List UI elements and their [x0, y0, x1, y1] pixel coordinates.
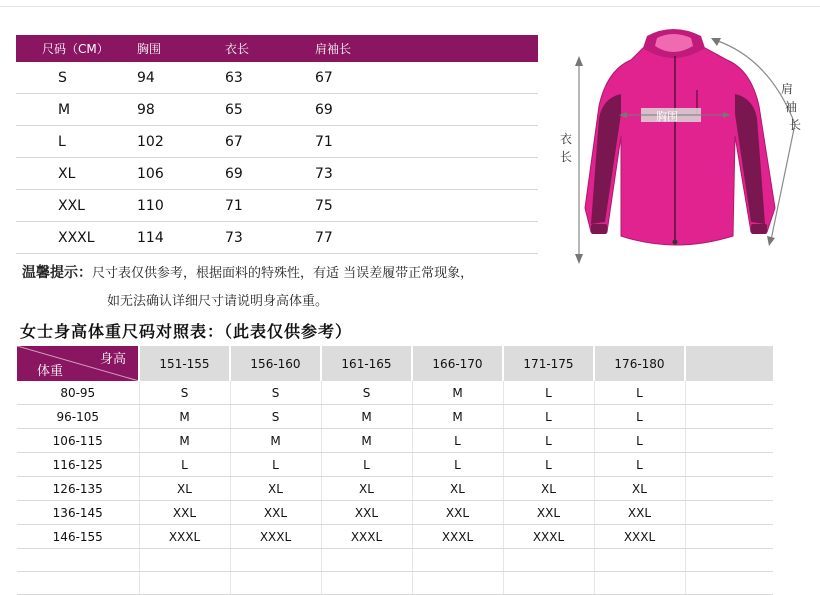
weight-cell: 116-125 — [17, 453, 139, 477]
blank-row — [17, 572, 773, 595]
size-cell: XXL — [16, 190, 137, 222]
size-value-cell: M — [139, 405, 230, 429]
length-cell: 73 — [225, 222, 315, 254]
jacket-illustration — [555, 18, 815, 268]
table-row — [16, 94, 538, 126]
size-value-cell: L — [503, 429, 594, 453]
size-value-cell: M — [139, 429, 230, 453]
length-label-2: 长 — [560, 150, 573, 164]
chest-cell: 114 — [137, 222, 225, 254]
blank-cell — [412, 572, 503, 595]
length-cell: 63 — [225, 62, 315, 94]
blank-cell — [594, 549, 685, 572]
size-value-cell: L — [503, 381, 594, 405]
chest-cell: 98 — [137, 94, 225, 126]
table-row — [17, 405, 773, 429]
table-row — [17, 381, 773, 405]
size-value-cell: XXXL — [139, 525, 230, 549]
weight-cell: 136-145 — [17, 501, 139, 525]
table-row — [17, 453, 773, 477]
corner-height-label: 身高 — [99, 352, 126, 367]
sleeve-label-1: 肩 — [781, 82, 794, 96]
sleeve-cell: 73 — [315, 158, 538, 190]
size-value-cell: L — [321, 453, 412, 477]
size-cell: L — [16, 126, 137, 158]
blank-cell — [139, 572, 230, 595]
size-value-cell: XL — [321, 477, 412, 501]
size-value-cell — [685, 525, 773, 549]
length-cell: 71 — [225, 190, 315, 222]
size-value-cell: XXXL — [503, 525, 594, 549]
blank-cell — [685, 572, 773, 595]
length-label-1: 衣 — [560, 132, 573, 146]
height-weight-table — [17, 346, 773, 595]
size-header-chest: 胸围 — [137, 35, 225, 62]
size-value-cell: L — [412, 429, 503, 453]
corner-weight-label: 体重 — [37, 364, 64, 379]
size-value-cell — [685, 405, 773, 429]
height-header — [685, 346, 773, 381]
length-cell: 65 — [225, 94, 315, 126]
length-cell: 67 — [225, 126, 315, 158]
size-value-cell: S — [230, 405, 321, 429]
blank-cell — [321, 572, 412, 595]
size-value-cell: L — [594, 405, 685, 429]
chest-cell: 102 — [137, 126, 225, 158]
size-value-cell: XXL — [503, 501, 594, 525]
table-row — [17, 525, 773, 549]
table-row — [17, 501, 773, 525]
size-value-cell: M — [230, 429, 321, 453]
table-row — [16, 126, 538, 158]
size-value-cell: L — [503, 405, 594, 429]
blank-cell — [230, 572, 321, 595]
size-value-cell: XXL — [230, 501, 321, 525]
tip-text-2: 如无法确认详细尺寸请说明身高体重。 — [107, 294, 329, 309]
size-value-cell: S — [230, 381, 321, 405]
size-value-cell: L — [503, 453, 594, 477]
hw-table-header — [17, 346, 773, 381]
size-value-cell: L — [230, 453, 321, 477]
size-value-cell: S — [321, 381, 412, 405]
size-value-cell: L — [594, 429, 685, 453]
size-value-cell: XXXL — [230, 525, 321, 549]
sleeve-cell: 71 — [315, 126, 538, 158]
table-row — [16, 222, 538, 254]
size-value-cell: XXXL — [594, 525, 685, 549]
size-value-cell — [685, 453, 773, 477]
blank-cell — [503, 549, 594, 572]
chest-cell: 106 — [137, 158, 225, 190]
top-divider — [0, 6, 820, 7]
blank-cell — [412, 549, 503, 572]
weight-cell: 106-115 — [17, 429, 139, 453]
size-value-cell — [685, 477, 773, 501]
size-value-cell: XL — [594, 477, 685, 501]
blank-cell — [17, 549, 139, 572]
size-value-cell — [685, 429, 773, 453]
sleeve-cell: 77 — [315, 222, 538, 254]
size-cell: XXXL — [16, 222, 137, 254]
height-header: 156-160 — [230, 346, 321, 381]
height-header: 166-170 — [412, 346, 503, 381]
hw-table-title: 女士身高体重尺码对照表：（此表仅供参考） — [20, 322, 353, 341]
chest-cell: 94 — [137, 62, 225, 94]
size-value-cell: XL — [412, 477, 503, 501]
chest-cell: 110 — [137, 190, 225, 222]
size-value-cell: M — [412, 381, 503, 405]
size-value-cell: M — [321, 429, 412, 453]
sleeve-label-3: 长 — [789, 118, 802, 132]
sleeve-cell: 67 — [315, 62, 538, 94]
height-header: 151-155 — [139, 346, 230, 381]
height-header: 161-165 — [321, 346, 412, 381]
hw-corner-cell — [17, 346, 139, 381]
blank-cell — [321, 549, 412, 572]
table-row — [17, 477, 773, 501]
size-value-cell: XL — [503, 477, 594, 501]
size-value-cell: L — [139, 453, 230, 477]
size-value-cell: M — [412, 405, 503, 429]
size-table — [16, 35, 538, 254]
size-value-cell: L — [412, 453, 503, 477]
size-value-cell — [685, 381, 773, 405]
jacket-diagram — [555, 18, 815, 268]
blank-cell — [503, 572, 594, 595]
blank-cell — [594, 572, 685, 595]
size-cell: XL — [16, 158, 137, 190]
blank-cell — [139, 549, 230, 572]
table-row — [16, 190, 538, 222]
size-header-sleeve: 肩袖长 — [315, 35, 538, 62]
size-cell: M — [16, 94, 137, 126]
size-cell: S — [16, 62, 137, 94]
size-table-header — [16, 35, 538, 62]
tip-label: 温馨提示： — [22, 265, 92, 281]
weight-cell: 96-105 — [17, 405, 139, 429]
size-value-cell: XXL — [412, 501, 503, 525]
weight-cell: 126-135 — [17, 477, 139, 501]
size-value-cell — [685, 501, 773, 525]
table-row — [17, 429, 773, 453]
size-value-cell: XL — [230, 477, 321, 501]
size-header-length: 衣长 — [225, 35, 315, 62]
sleeve-cell: 75 — [315, 190, 538, 222]
blank-cell — [17, 572, 139, 595]
size-value-cell: M — [321, 405, 412, 429]
size-value-cell: XXL — [321, 501, 412, 525]
size-value-cell: XXXL — [321, 525, 412, 549]
size-value-cell: XL — [139, 477, 230, 501]
blank-row — [17, 549, 773, 572]
sleeve-label-2: 袖 — [785, 100, 798, 114]
table-row — [16, 158, 538, 190]
size-value-cell: L — [594, 381, 685, 405]
size-value-cell: XXL — [594, 501, 685, 525]
size-value-cell: XXXL — [412, 525, 503, 549]
weight-cell: 80-95 — [17, 381, 139, 405]
tip-note — [22, 262, 473, 282]
sleeve-cell: 69 — [315, 94, 538, 126]
height-header: 176-180 — [594, 346, 685, 381]
size-header-size: 尺码（CM） — [16, 35, 137, 62]
size-value-cell: L — [594, 453, 685, 477]
height-header: 171-175 — [503, 346, 594, 381]
tip-text: 尺寸表仅供参考，根据面料的特殊性，有适 当误差履带正常现象， — [92, 266, 474, 281]
size-value-cell: XXL — [139, 501, 230, 525]
blank-cell — [230, 549, 321, 572]
chest-label: 胸围 — [656, 110, 678, 123]
blank-cell — [685, 549, 773, 572]
length-cell: 69 — [225, 158, 315, 190]
size-value-cell: S — [139, 381, 230, 405]
table-row — [16, 62, 538, 94]
weight-cell: 146-155 — [17, 525, 139, 549]
